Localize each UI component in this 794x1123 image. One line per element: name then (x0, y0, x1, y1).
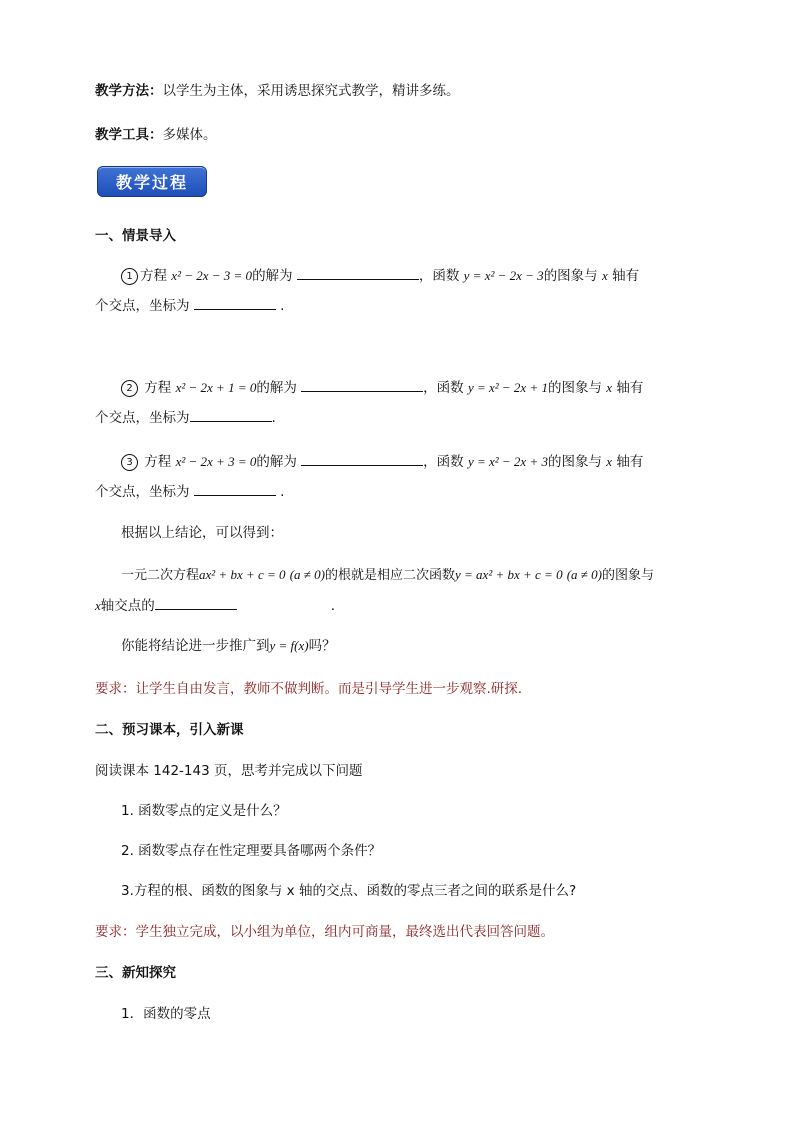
general-a: 一元二次方程 (121, 568, 200, 583)
q1-post: 的图象与 (543, 268, 598, 284)
question-1-number: 1 (121, 268, 138, 285)
q2-function: y = x² − 2x + 1 (467, 380, 548, 395)
q3-coord-blank[interactable] (194, 481, 276, 496)
q2-pre: 方程 (144, 380, 172, 396)
question-1-line-1 (121, 264, 639, 285)
teaching-method-label: 教学方法： (95, 83, 163, 99)
extend-question (121, 634, 336, 654)
question-2-number: 2 (121, 380, 138, 397)
general-end: . (330, 598, 336, 614)
q1-mid2: ，函数 (418, 268, 460, 284)
general-b: 的根就是相应二次函数 (324, 568, 455, 583)
q3-line2: 个交点，坐标为 (95, 484, 190, 500)
preview-question-1: 1. 函数零点的定义是什么？ (121, 803, 287, 819)
question-2-line-1 (121, 376, 643, 397)
q1-end: . (280, 298, 285, 314)
requirement-1: 要求：让学生自由发言，教师不做判断。而是引导学生进一步观察.研探. (95, 681, 523, 697)
general-d: 轴交点的 (100, 598, 155, 614)
general-equation: ax² + bx + c = 0 (199, 567, 286, 582)
section-1-title: 一、情景导入 (95, 228, 176, 244)
extend-b: 吗？ (308, 638, 336, 654)
teaching-tools-label: 教学工具： (95, 127, 163, 143)
q2-end: . (271, 410, 276, 426)
q3-end: . (280, 484, 285, 500)
q2-x: x (606, 380, 613, 395)
q1-coord-blank[interactable] (194, 295, 276, 310)
q1-pre: 方程 (140, 268, 167, 284)
q2-mid2: ，函数 (423, 380, 464, 396)
general-condition-1: (a ≠ 0) (289, 567, 325, 582)
q1-equation: x² − 2x − 3 = 0 (171, 268, 253, 283)
q2-mid1: 的解为 (256, 380, 297, 396)
q1-function: y = x² − 2x − 3 (463, 268, 544, 283)
q3-answer-blank[interactable] (301, 451, 423, 466)
q2-tail: 轴有 (616, 380, 644, 396)
requirement-2: 要求：学生独立完成，以小组为单位，组内可商量，最终选出代表回答问题。 (95, 924, 554, 940)
q3-equation: x² − 2x + 3 = 0 (175, 454, 257, 469)
q1-answer-blank[interactable] (297, 265, 419, 280)
q3-x: x (606, 454, 613, 469)
q3-post: 的图象与 (547, 454, 602, 470)
general-statement-line-2 (95, 594, 335, 614)
q2-answer-blank[interactable] (301, 377, 423, 392)
teaching-method (95, 79, 460, 99)
q2-equation: x² − 2x + 1 = 0 (175, 380, 257, 395)
q2-coord-blank[interactable] (190, 407, 272, 422)
general-condition-2: (a ≠ 0) (566, 567, 603, 582)
general-x: x (95, 598, 101, 613)
teaching-process-banner: 教学过程 (97, 166, 207, 197)
teaching-tools (95, 123, 217, 143)
question-3-line-2 (95, 480, 284, 500)
general-statement-line-1 (121, 564, 654, 583)
conclusion-intro: 根据以上结论，可以得到： (121, 525, 283, 541)
general-function: y = ax² + bx + c = 0 (455, 567, 563, 582)
q1-x: x (601, 268, 608, 283)
question-3-number: 3 (121, 454, 138, 471)
preview-question-3: 3.方程的根、函数的图象与 x 轴的交点、函数的零点三者之间的联系是什么? (121, 883, 577, 899)
question-3-line-1 (121, 450, 643, 471)
new-knowledge-item-1: 1．函数的零点 (121, 1006, 211, 1022)
q2-post: 的图象与 (547, 380, 602, 396)
section-2-title: 二、预习课本，引入新课 (95, 722, 244, 738)
q1-mid1: 的解为 (252, 268, 293, 284)
q3-pre: 方程 (144, 454, 172, 470)
question-2-line-2 (95, 406, 276, 426)
teaching-tools-text: 多媒体。 (162, 127, 217, 143)
teaching-method-text: 以学生为主体，采用诱思探究式教学，精讲多练。 (162, 83, 460, 99)
q2-line2: 个交点，坐标为 (95, 410, 190, 426)
extend-function: y = f(x) (269, 638, 309, 653)
general-c: 的图象与 (602, 568, 655, 583)
extend-a: 你能将结论进一步推广到 (121, 638, 270, 654)
q3-mid2: ，函数 (423, 454, 464, 470)
q1-line2: 个交点，坐标为 (95, 298, 190, 314)
general-blank[interactable] (155, 595, 237, 610)
reading-instruction: 阅读课本 142-143 页，思考并完成以下问题 (95, 763, 363, 779)
q1-tail: 轴有 (612, 268, 640, 284)
q3-function: y = x² − 2x + 3 (467, 454, 548, 469)
section-3-title: 三、新知探究 (95, 965, 176, 981)
question-1-line-2 (95, 294, 284, 314)
q3-tail: 轴有 (616, 454, 644, 470)
preview-question-2: 2. 函数零点存在性定理要具备哪两个条件？ (121, 843, 382, 859)
q3-mid1: 的解为 (256, 454, 297, 470)
